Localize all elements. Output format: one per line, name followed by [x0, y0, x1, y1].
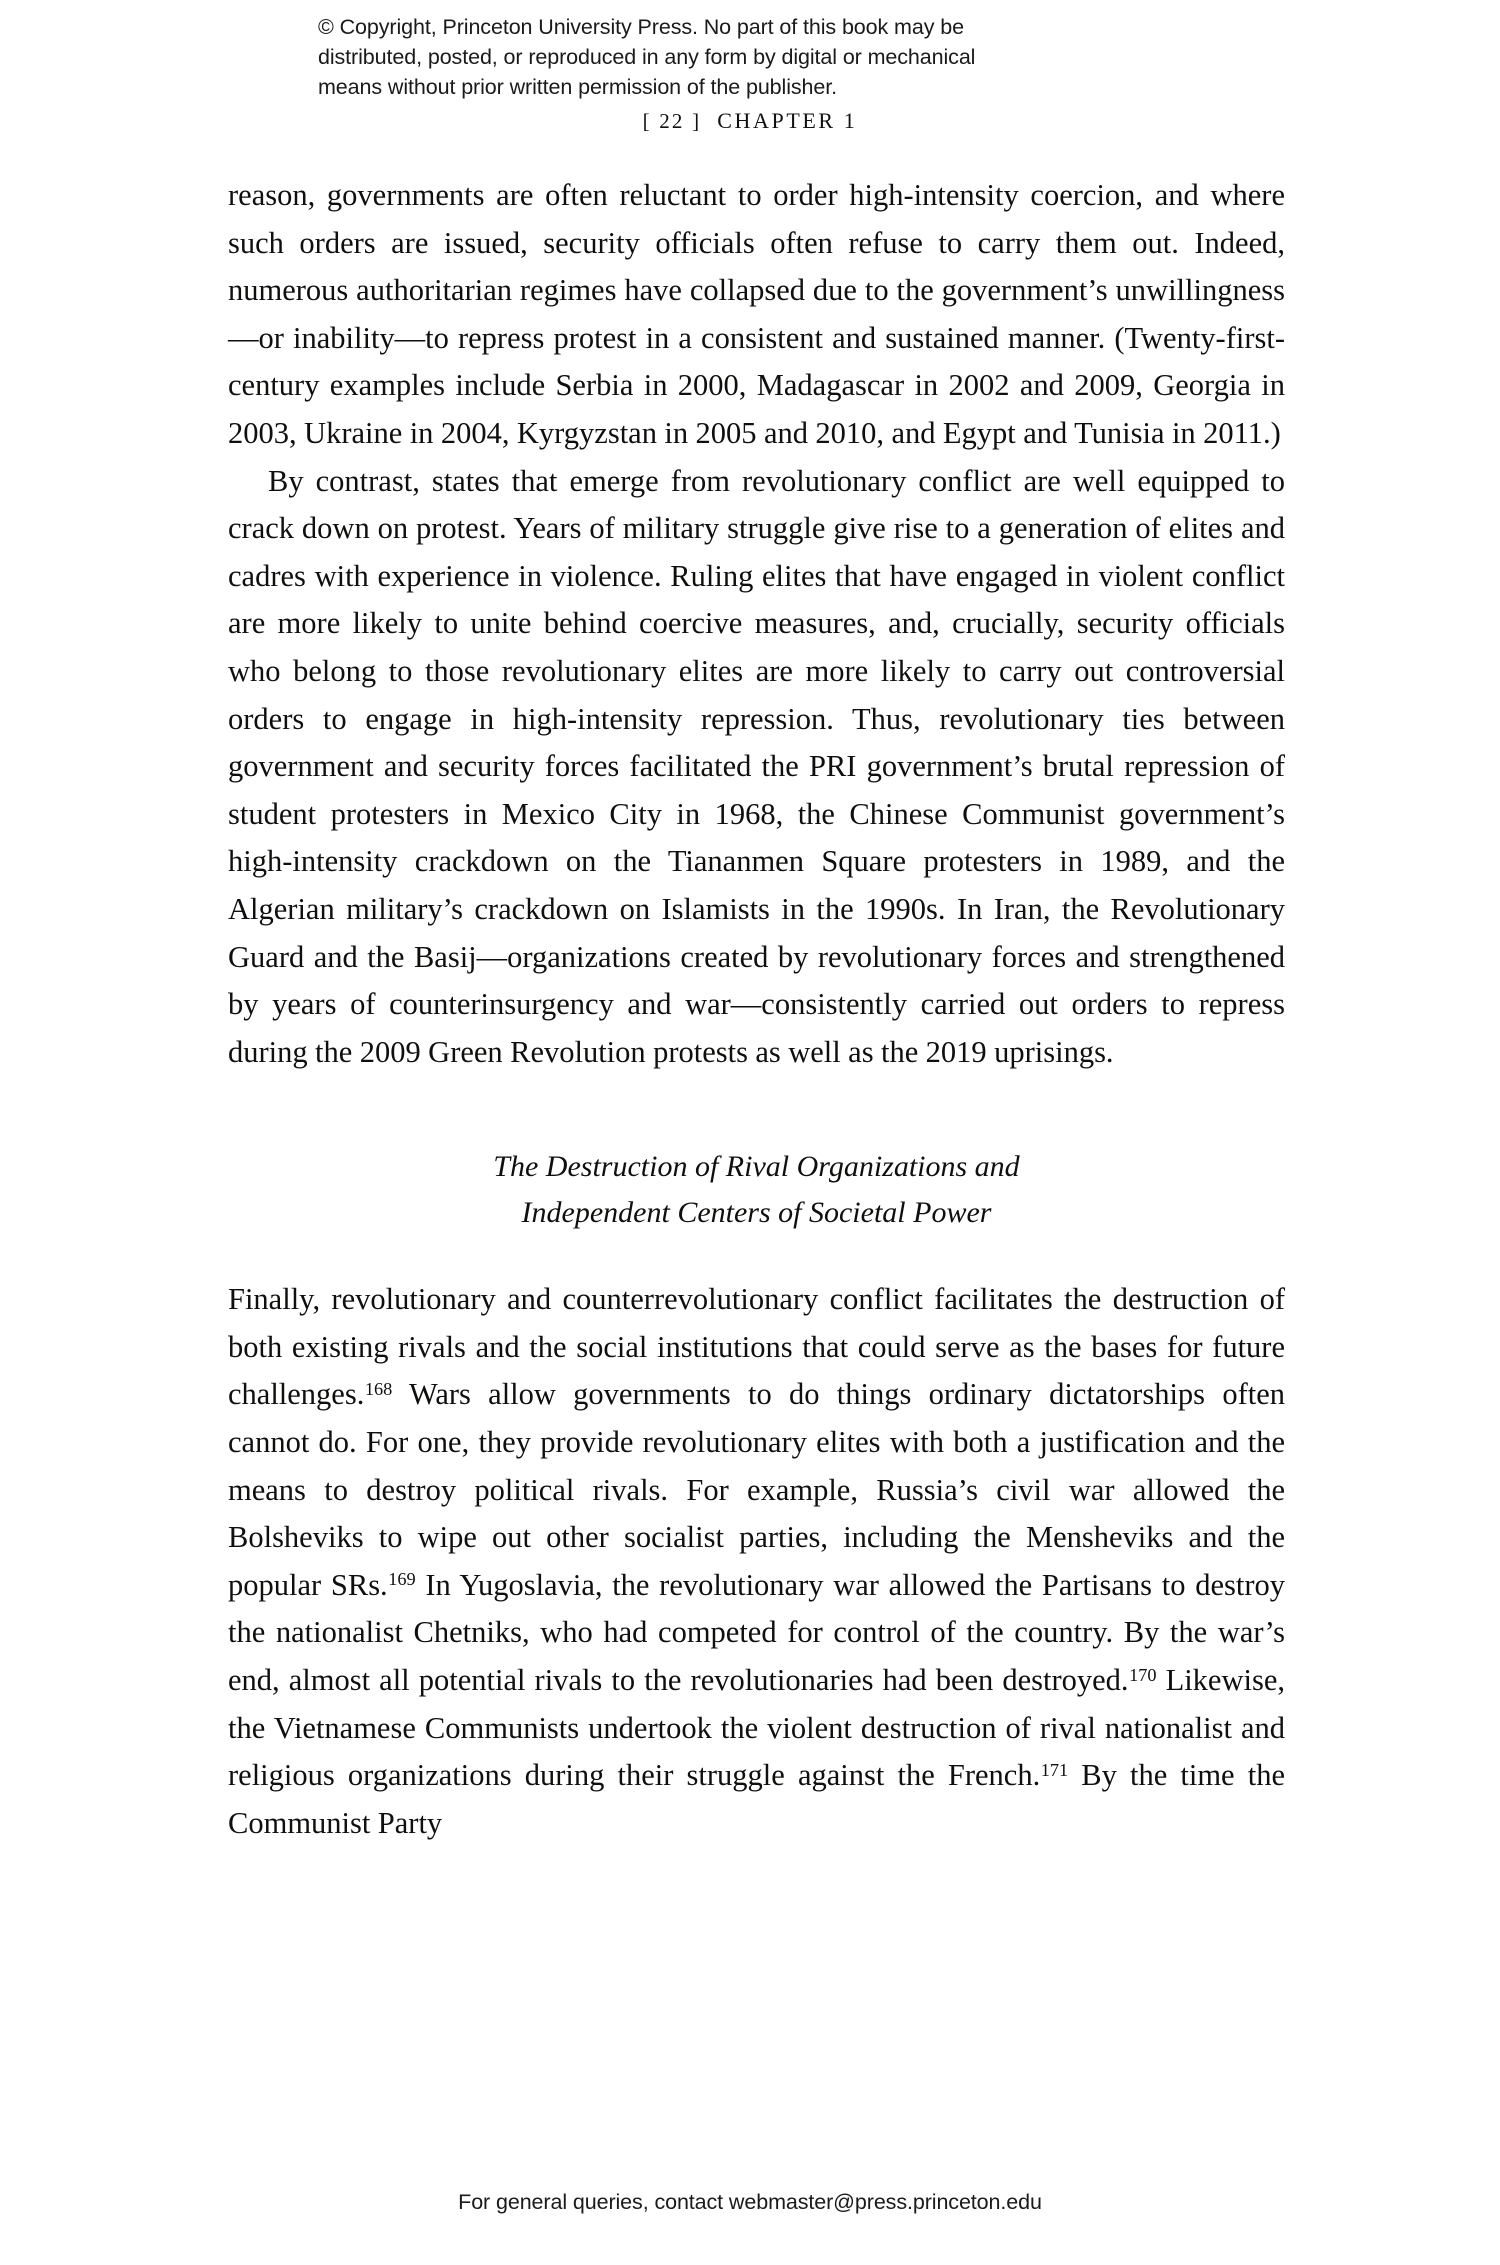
- copyright-notice: [318, 12, 1178, 102]
- copyright-line-3: means without prior written permission of the publisher.: [318, 75, 838, 99]
- text-run-3: In Yugoslavia, the revolutionary war allowed the Partisans to destroy the nationalist Chetniks, who had competed for control of the country. By the war’s end, almost all potential rivals to the revolutionaries had been destroyed.: [228, 1567, 1285, 1698]
- section-heading: [228, 1144, 1285, 1236]
- heading-spacer-top: [228, 1076, 1285, 1144]
- copyright-line-1: © Copyright, Princeton University Press. No part of this book may be: [318, 15, 964, 39]
- chapter-label: CHAPTER 1: [717, 108, 858, 133]
- page-footer: For general queries, contact webmaster@press.princeton.edu: [458, 2190, 1042, 2214]
- copyright-line-2: distributed, posted, or reproduced in any form by digital or mechanical: [318, 45, 976, 69]
- footnote-marker-169: 169: [388, 1569, 416, 1590]
- text-run-1: Finally, revolutionary and counterrevolutionary conflict facilitates the destruction of both existing rivals and the social institutions that could serve as the bases for future challenges.: [228, 1282, 1285, 1412]
- footnote-marker-168: 168: [364, 1378, 393, 1399]
- heading-spacer-bottom: [228, 1236, 1285, 1276]
- footnote-marker-170: 170: [1129, 1664, 1157, 1685]
- section-heading-line-2: Independent Centers of Societal Power: [521, 1196, 992, 1230]
- text-run-4: Likewise, the Vietnamese Communists undertook the violent destruction of rival nationalist and religious organizations during their struggle against the French.: [228, 1663, 1285, 1793]
- section-heading-line-1: The Destruction of Rival Organizations and: [493, 1150, 1020, 1184]
- footnote-marker-171: 171: [1040, 1759, 1069, 1780]
- text-block: [228, 172, 1285, 1847]
- running-head: [0, 108, 1500, 134]
- paragraph-continuation: reason, governments are often reluctant to order high-intensity coercion, and where such orders are issued, security officials often refuse to carry them out. Indeed, numerous authoritarian regimes have collapsed due to the government’s unwillingness—or inability—to repress protest in a consistent and sustained manner. (Twenty-first-century examples include Serbia in 2000, Madagascar in 2002 and 2009, Georgia in 2003, Ukraine in 2004, Kyrgyzstan in 2005 and 2010, and Egypt and Tunisia in 2011.): [228, 178, 1285, 450]
- text-run-2: Wars allow governments to do things ordinary dictatorships often cannot do. For one, they provide revolutionary elites with both a justification and the means to destroy political rivals. For example, Russia’s civil war allowed the Bolsheviks to wipe out other socialist parties, including the Mensheviks and the popular SRs.: [228, 1377, 1285, 1602]
- text-run-5: By the time the Communist Party: [228, 1758, 1285, 1840]
- paragraph-finally: [228, 1276, 1285, 1847]
- paragraph-by-contrast: By contrast, states that emerge from revolutionary conflict are well equipped to crack down on protest. Years of military struggle give rise to a generation of elites and cadres with experience in violence. Ruling elites that have engaged in violent conflict are more likely to unite behind coercive measures, and, crucially, security officials who belong to those revolutionary elites are more likely to carry out controversial orders to engage in high-intensity repression. Thus, revolutionary ties between government and security forces facilitated the PRI government’s brutal repression of student protesters in Mexico City in 1968, the Chinese Communist government’s high-intensity crackdown on the Tiananmen Square protesters in 1989, and the Algerian military’s crackdown on Islamists in the 1990s. In Iran, the Revolutionary Guard and the Basij—organizations created by revolutionary forces and strengthened by years of counterinsurgency and war—consistently carried out orders to repress during the 2009 Green Revolution protests as well as the 2019 uprisings.: [228, 463, 1285, 1069]
- page-folio: [ 22 ]: [642, 109, 702, 133]
